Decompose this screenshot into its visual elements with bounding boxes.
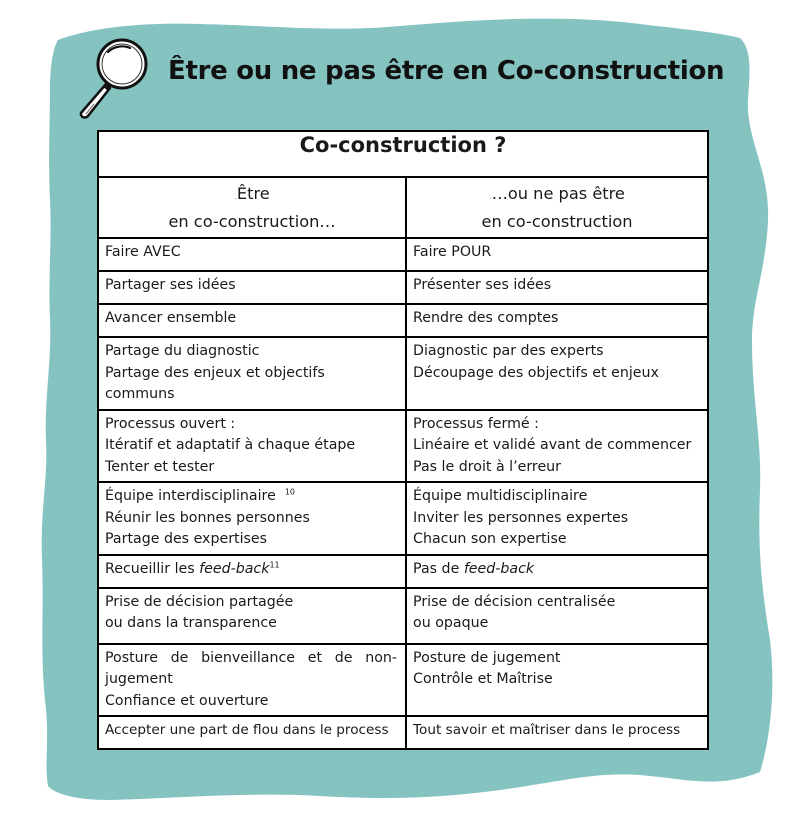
table-row — [98, 337, 708, 410]
table-row — [98, 271, 708, 304]
cell-right: Diagnostic par des experts Découpage des objectifs et enjeux — [406, 337, 708, 410]
cell-right: Faire POUR — [406, 238, 708, 271]
cell-left: Équipe interdisciplinaire $^{10}$ Réunir les bonnes personnes Partage des expertises — [98, 482, 406, 555]
table-row — [98, 410, 708, 483]
table-row — [98, 716, 708, 749]
cell-right: Présenter ses idées — [406, 271, 708, 304]
cell-right: Pas de feed-back — [406, 555, 708, 588]
table-row — [98, 304, 708, 337]
page-title: Être ou ne pas être en Co-construction — [168, 56, 725, 86]
table-row — [98, 588, 708, 644]
cell-left: Avancer ensemble — [98, 304, 406, 337]
table-row — [98, 238, 708, 271]
marker-dot: . — [489, 192, 492, 201]
table-caption: Co-construction ? — [98, 131, 708, 177]
cell-left: Partage du diagnostic Partage des enjeux et objectifs communs — [98, 337, 406, 410]
footnote-ref: 10 — [284, 487, 296, 497]
cell-right: Rendre des comptes — [406, 304, 708, 337]
column-header-etre: .Être en co-construction… — [98, 177, 406, 238]
cell-left: Accepter une part de flou dans le process — [98, 716, 406, 749]
table-header-row — [98, 177, 708, 238]
cell-left: Faire AVEC — [98, 238, 406, 271]
table-caption-row — [98, 131, 708, 177]
table-row — [98, 644, 708, 717]
cell-left: Posture de bienveillance et de non-jugement Confiance et ouverture — [98, 644, 406, 717]
cell-right: Prise de décision centralisée ou opaque — [406, 588, 708, 644]
cell-left: Partager ses idées — [98, 271, 406, 304]
table-row — [98, 482, 708, 555]
column-header-ne-pas-etre: .…ou ne pas être en co-construction — [406, 177, 708, 238]
table-row — [98, 555, 708, 588]
cell-right: Tout savoir et maîtriser dans le process — [406, 716, 708, 749]
footnote-ref: 11 — [269, 559, 280, 569]
cell-right: Processus fermé : Linéaire et validé avant de commencer Pas le droit à l’erreur — [406, 410, 708, 483]
comparison-table — [97, 130, 709, 750]
magnifying-glass-icon — [72, 34, 158, 120]
marker-dot: . — [234, 192, 237, 201]
cell-right: Posture de jugement Contrôle et Maîtrise — [406, 644, 708, 717]
cell-left: Prise de décision partagée ou dans la transparence — [98, 588, 406, 644]
cell-left: Recueillir les feed-back$^{11}$ — [98, 555, 406, 588]
cell-left: Processus ouvert : Itératif et adaptatif à chaque étape Tenter et tester — [98, 410, 406, 483]
cell-right: Équipe multidisciplinaire Inviter les personnes expertes Chacun son expertise — [406, 482, 708, 555]
